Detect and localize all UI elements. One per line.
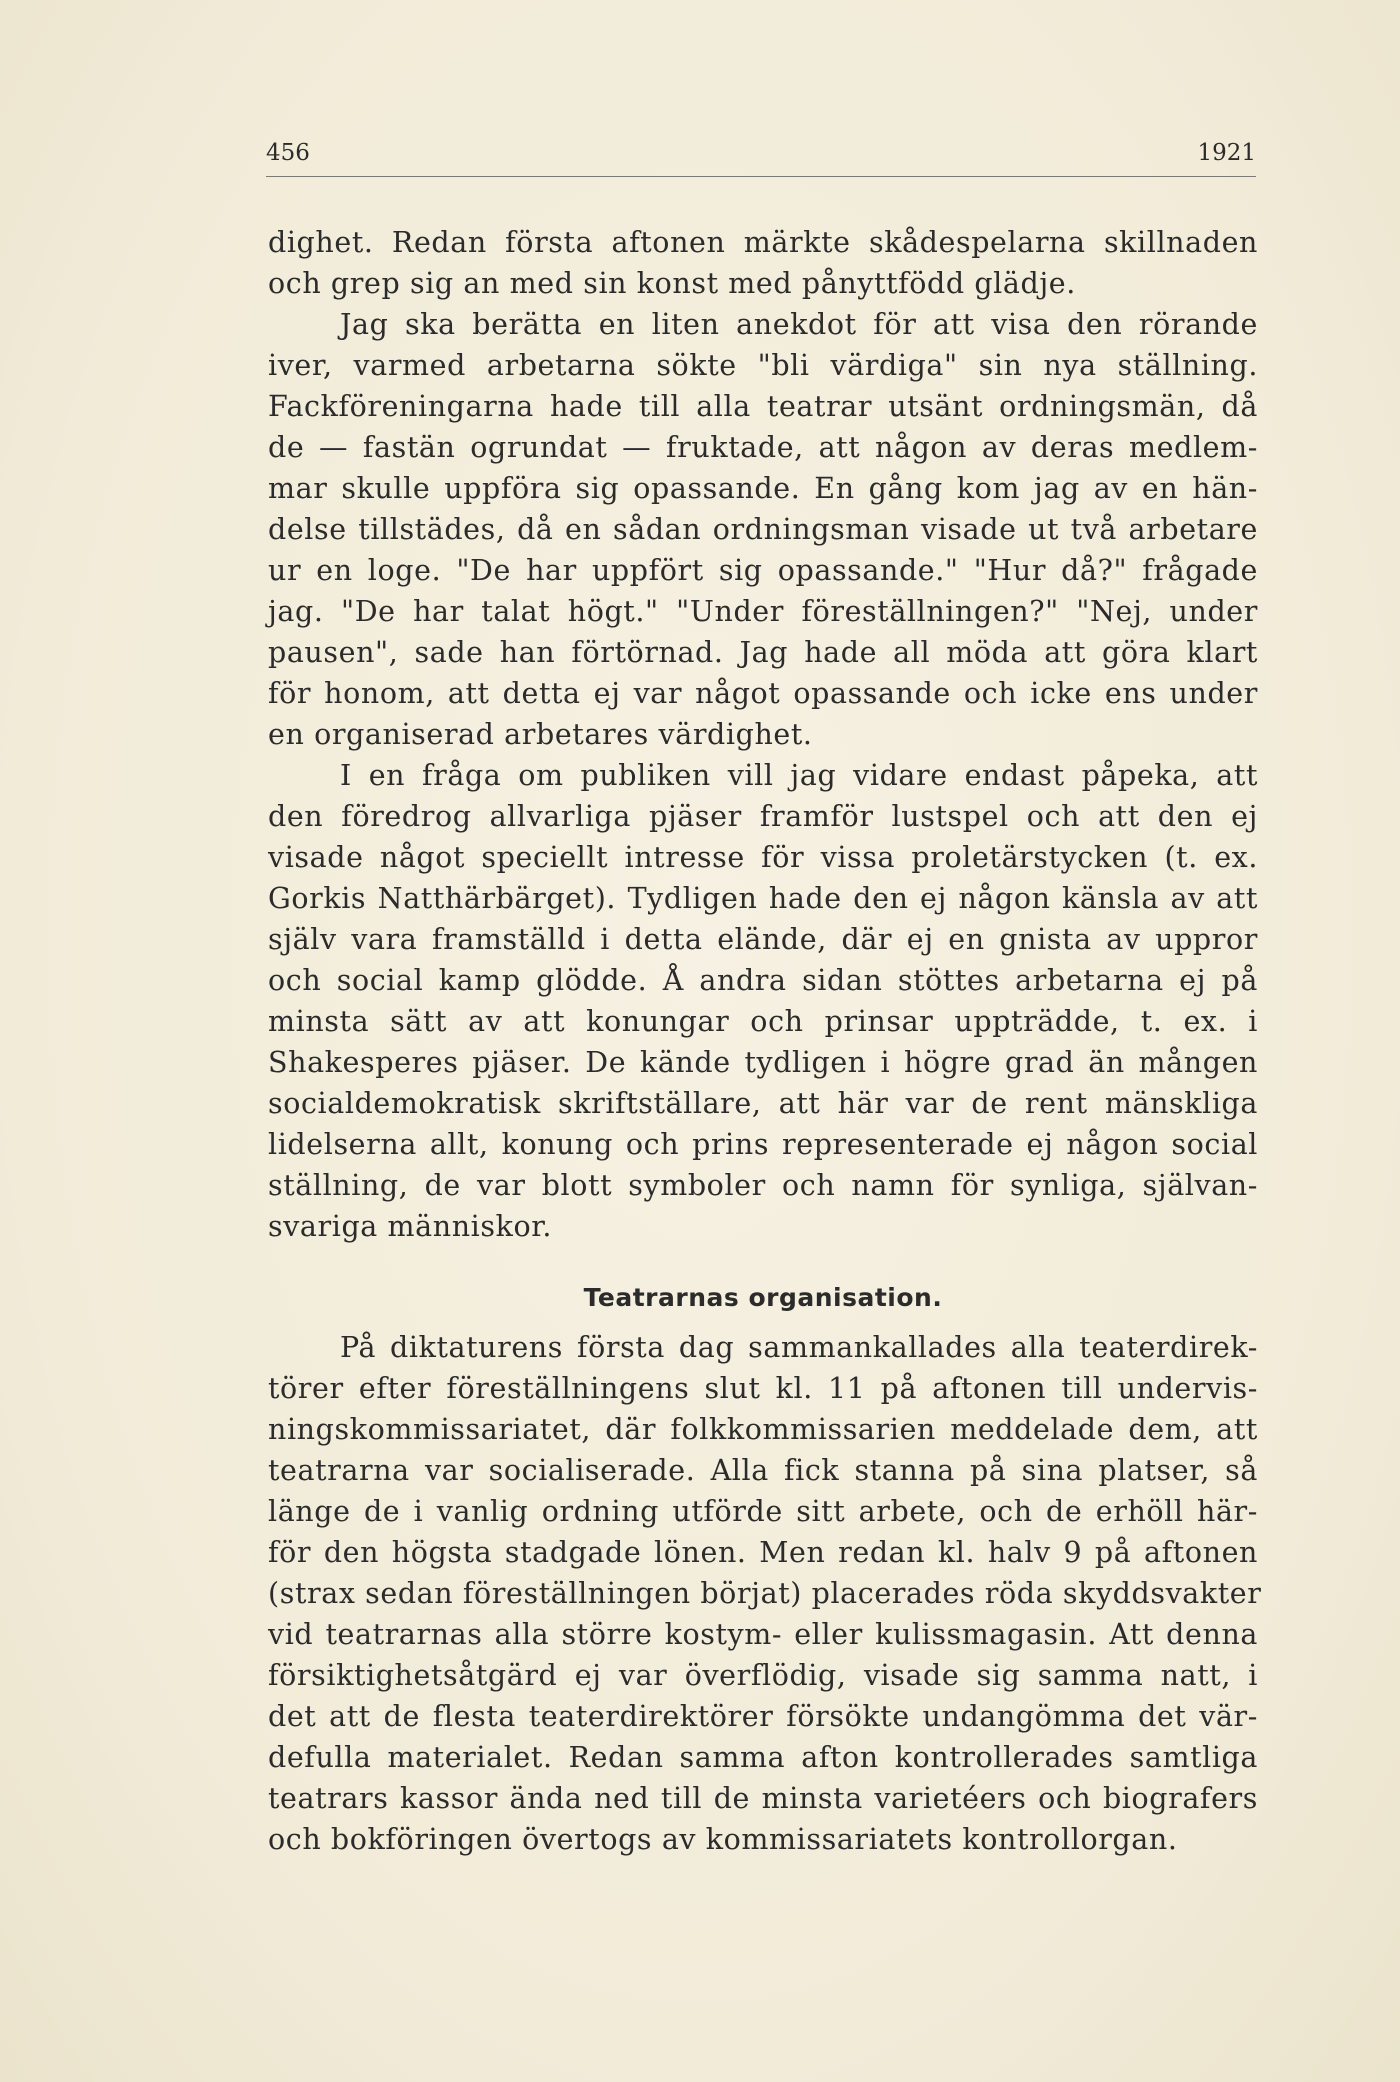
text-line: dighet. Redan första aftonen märkte skådespelarna skillnaden <box>268 226 1258 259</box>
text-line: det att de flesta teaterdirektörer försökte undangömma det vär- <box>268 1700 1258 1733</box>
paragraph-3 <box>268 755 1258 1247</box>
text-line: Fackföreningarna hade till alla teatrar utsänt ordningsmän, då <box>268 390 1258 423</box>
text-line: den föredrog allvarliga pjäser framför lustspel och att den ej <box>268 800 1258 833</box>
text-line: och grep sig an med sin konst med pånyttfödd glädje. <box>268 267 1076 300</box>
text-line: teatrars kassor ända ned till de minsta varietéers och biografers <box>268 1782 1258 1815</box>
paragraph-1 <box>268 222 1258 304</box>
page-header <box>266 136 1256 177</box>
text-line: socialdemokratisk skriftställare, att här var de rent mänskliga <box>268 1087 1258 1120</box>
text-line: svariga människor. <box>268 1210 552 1243</box>
text-line: för honom, att detta ej var något opassande och icke ens under <box>268 677 1258 710</box>
text-line: törer efter föreställningens slut kl. 11 på aftonen till undervis- <box>268 1372 1258 1405</box>
text-line: för den högsta stadgade lönen. Men redan kl. halv 9 på aftonen <box>268 1536 1258 1569</box>
text-line: Gorkis Natthärbärget). Tydligen hade den ej någon känsla av att <box>268 882 1258 915</box>
text-line: teatrarna var socialiserade. Alla fick stanna på sina platser, så <box>268 1454 1258 1487</box>
text-line: iver, varmed arbetarna sökte "bli värdiga" sin nya ställning. <box>268 349 1258 382</box>
text-line: På diktaturens första dag sammankallades alla teaterdirek- <box>340 1331 1258 1364</box>
text-line: länge de i vanlig ordning utförde sitt arbete, och de erhöll här- <box>268 1495 1258 1528</box>
body-text <box>268 222 1262 1860</box>
running-head-year: 1921 <box>1197 140 1256 166</box>
text-line: de — fastän ogrundat — fruktade, att någon av deras medlem- <box>268 431 1258 464</box>
text-line: ningskommissariatet, där folkkommissarien meddelade dem, att <box>268 1413 1258 1446</box>
text-line: minsta sätt av att konungar och prinsar uppträdde, t. ex. i <box>268 1005 1258 1038</box>
text-line: pausen", sade han förtörnad. Jag hade all möda att göra klart <box>268 636 1258 669</box>
text-line: mar skulle uppföra sig opassande. En gång kom jag av en hän- <box>268 472 1258 505</box>
text-line: ur en loge. "De har uppfört sig opassande." "Hur då?" frågade <box>268 554 1258 587</box>
text-line: defulla materialet. Redan samma afton kontrollerades samtliga <box>268 1741 1258 1774</box>
text-line: I en fråga om publiken vill jag vidare endast påpeka, att <box>340 759 1258 792</box>
text-line: lidelserna allt, konung och prins representerade ej någon social <box>268 1128 1258 1161</box>
text-line: Shakesperes pjäser. De kände tydligen i högre grad än mången <box>268 1046 1258 1079</box>
text-line: visade något speciellt intresse för vissa proletärstycken (t. ex. <box>268 841 1258 874</box>
text-line: delse tillstädes, då en sådan ordningsman visade ut två arbetare <box>268 513 1258 546</box>
paragraph-2 <box>268 304 1258 755</box>
text-line: (strax sedan föreställningen börjat) placerades röda skyddsvakter <box>268 1577 1262 1610</box>
text-line: och bokföringen övertogs av kommissariatets kontrollorgan. <box>268 1823 1178 1856</box>
paragraph-4 <box>268 1327 1262 1860</box>
text-line: och social kamp glödde. Å andra sidan stöttes arbetarna ej på <box>268 964 1258 997</box>
text-line: vid teatrarnas alla större kostym- eller kulissmagasin. Att denna <box>268 1618 1258 1651</box>
text-line: ställning, de var blott symboler och namn för synliga, självan- <box>268 1169 1258 1202</box>
page-number: 456 <box>266 140 310 166</box>
text-line: försiktighetsåtgärd ej var överflödig, visade sig samma natt, i <box>268 1659 1258 1692</box>
text-line: själv vara framställd i detta elände, där ej en gnista av uppror <box>268 923 1258 956</box>
section-heading: Teatrarnas organisation. <box>583 1283 943 1312</box>
text-line: en organiserad arbetares värdighet. <box>268 718 813 751</box>
text-line: Jag ska berätta en liten anekdot för att visa den rörande <box>340 308 1258 341</box>
text-line: jag. "De har talat högt." "Under föreställningen?" "Nej, under <box>268 595 1258 628</box>
